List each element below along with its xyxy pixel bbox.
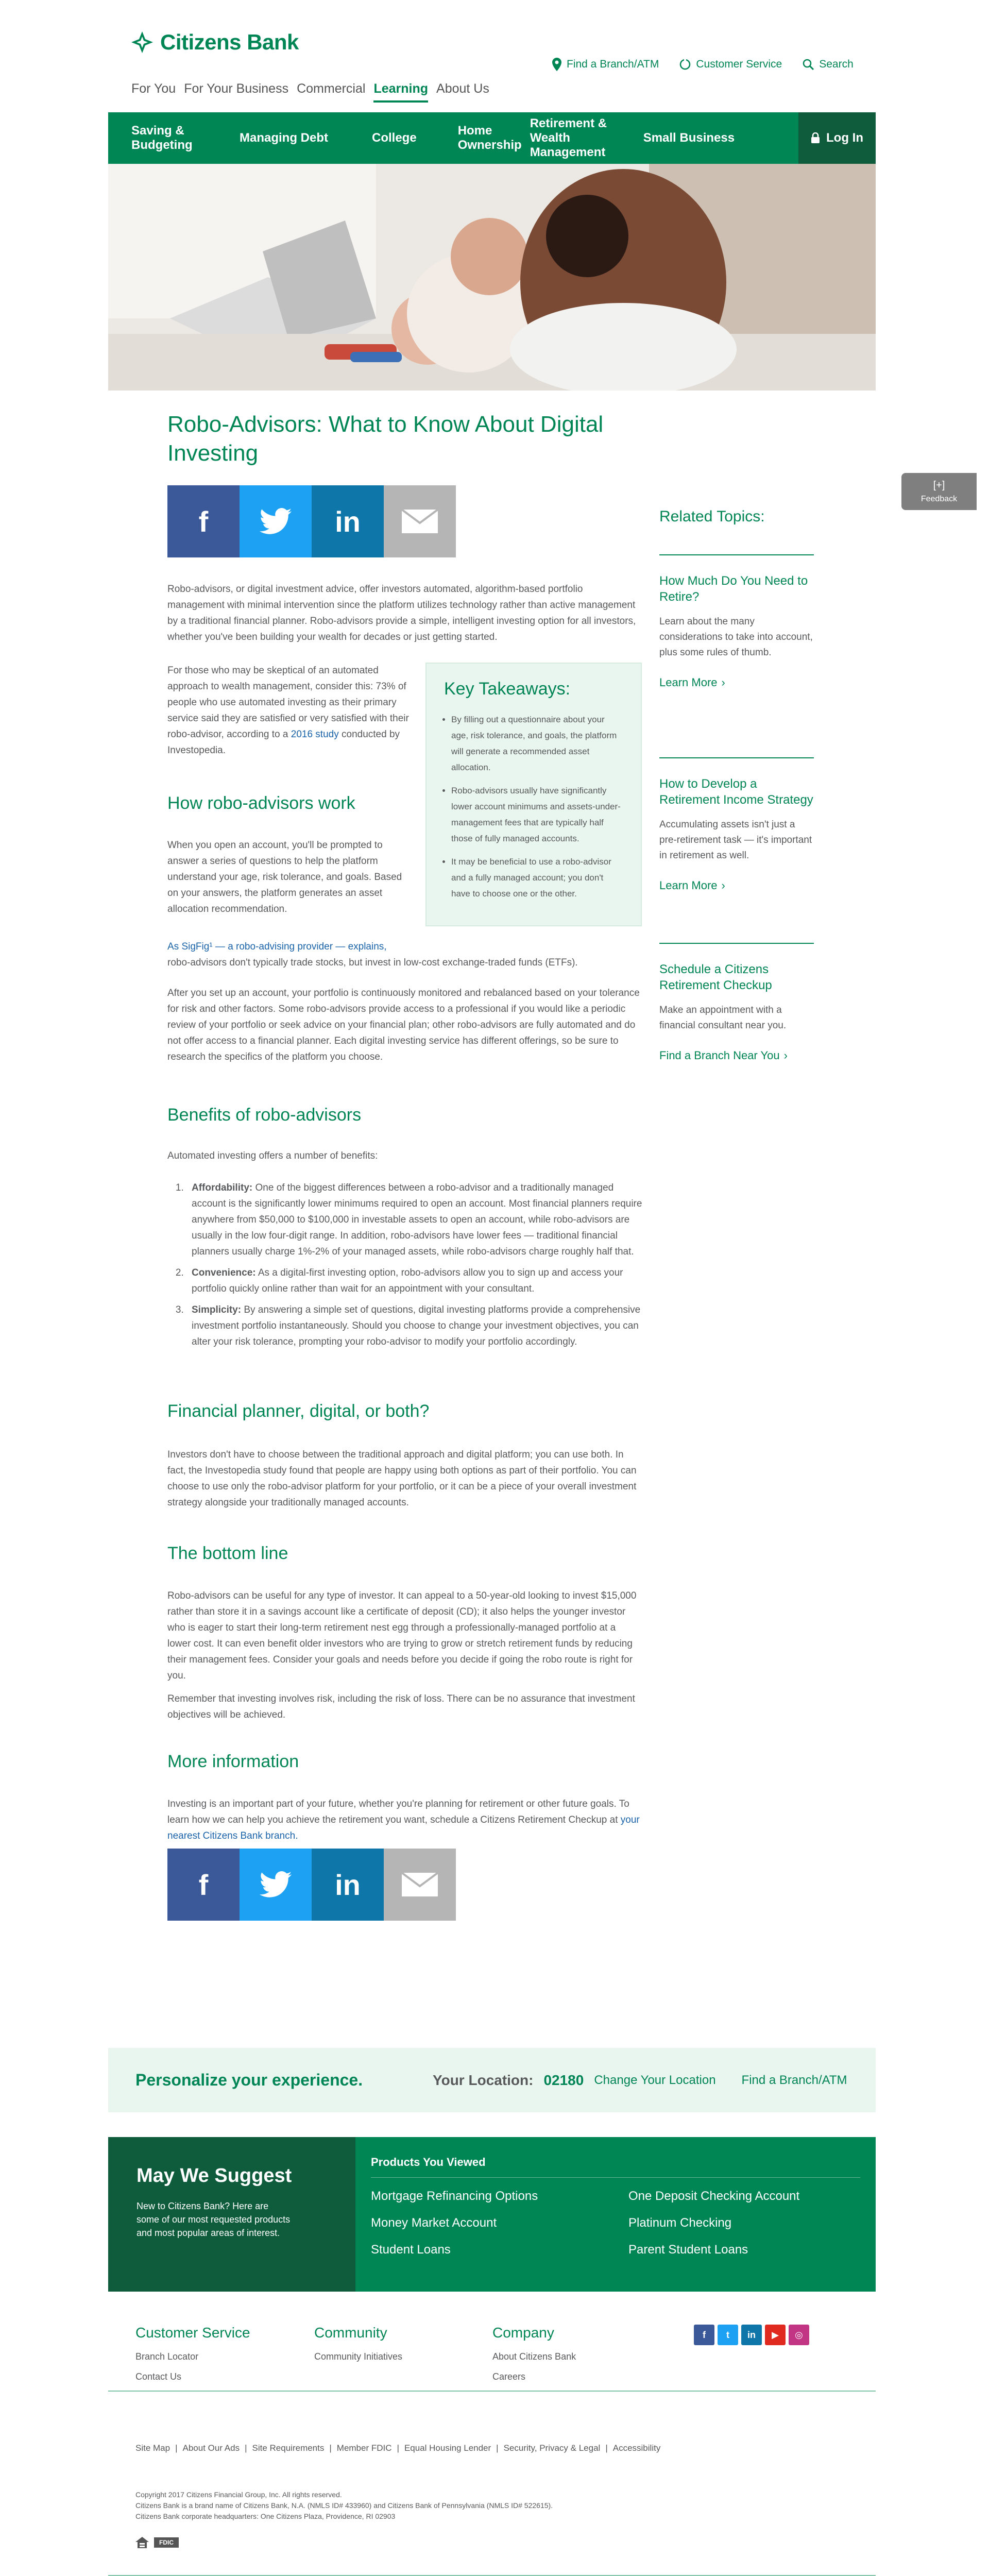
how-paragraph-2: As SigFig¹ — a robo-advising provider — explains, robo-advisors don't typically trade stocks, but invest in low-cost exchange-traded funds (ETFs). — [167, 941, 578, 968]
facebook-icon: f — [198, 1868, 209, 1901]
citizens-logo[interactable] — [131, 30, 299, 55]
how-paragraph-3: After you set up an account, your portfolio is continuously monitored and rebalanced based on your tolerance for risk and other factors. Some robo-advisors provide access to a professional if you would like a periodic review of your portfolio or seek advice on your financial plan; other robo-advisors are fully automated and do not offer access to a financial planner. Each digital investing service has different offerings, so be sure to research the specifics of the platform you choose. — [167, 988, 640, 1062]
learn-more-link[interactable]: Learn More › — [659, 879, 725, 892]
sidebar-divider — [659, 943, 814, 944]
product-link[interactable]: Platinum Checking — [628, 2216, 732, 2230]
linkedin-share-button[interactable] — [312, 1849, 384, 1921]
feedback-icon: [+] — [933, 479, 945, 491]
twitter-share-button[interactable] — [240, 1849, 312, 1921]
email-icon — [402, 1873, 438, 1896]
related-topics-title-wrap — [659, 508, 814, 526]
bottom-line-paragraph-2: Remember that investing involves risk, including the risk of loss. There can be no assurance that investment objectives will be achieved. — [167, 1693, 635, 1720]
takeaways-title: Key Takeaways: — [444, 679, 571, 699]
share-buttons-top — [167, 485, 456, 557]
footer-link[interactable]: Branch Locator — [135, 2351, 199, 2362]
study-link[interactable]: 2016 study — [291, 729, 339, 740]
product-link[interactable]: One Deposit Checking Account — [628, 2189, 800, 2203]
twitter-icon — [259, 508, 292, 535]
benefits-list — [186, 1180, 643, 1355]
equal-housing-icon — [135, 2537, 149, 2548]
chevron-right-icon: › — [721, 676, 725, 689]
legal-link[interactable]: About Our Ads — [182, 2443, 240, 2453]
chevron-right-icon: › — [783, 1049, 788, 1062]
footer-community: Community Community Initiatives — [314, 2325, 403, 2362]
search-icon — [803, 59, 814, 70]
takeaway-item: • It may be beneficial to use a robo-advisor and a fully managed account; you don't have to choose one or the other. — [451, 854, 623, 902]
share-buttons-bottom — [167, 1849, 456, 1921]
related-topic-3 — [659, 961, 814, 1062]
may-we-suggest — [108, 2137, 876, 2292]
related-topic-link[interactable]: Schedule a Citizens Retirement Checkup — [659, 962, 772, 992]
related-topic-link[interactable]: How to Develop a Retirement Income Strategy — [659, 777, 813, 807]
footer-link[interactable]: Contact Us — [135, 2371, 182, 2382]
twitter-icon[interactable]: t — [718, 2325, 738, 2345]
footer-customer-service: Customer Service Branch Locator Contact Us — [135, 2325, 250, 2382]
nav-managing-debt[interactable]: Managing Debt — [240, 131, 328, 145]
footer-link[interactable]: Careers — [492, 2371, 526, 2382]
legal-link[interactable]: Security, Privacy & Legal — [503, 2443, 601, 2453]
suggest-intro — [108, 2137, 355, 2292]
linkedin-share-button[interactable] — [312, 485, 384, 557]
products-viewed — [355, 2137, 871, 2292]
nearest-branch-link[interactable]: your nearest Citizens Bank branch. — [167, 1815, 640, 1841]
find-branch-link[interactable]: Find a Branch/ATM — [552, 58, 659, 71]
bottom-line-paragraph-1: Robo-advisors can be useful for any type of investor. It can appeal to a 50-year-old looking to invest $15,000 rather than store it in a savings account like a certificate of deposit (CD); it also helps the younger investor who is eager to start their long-term retirement nest egg through a professionally-managed portfolio at a lower cost. It can even benefit older investors who are trying to grow or stretch retirement funds by reducing their management fees. Consider your goals and needs before you decide if going the robo route is right for you. — [167, 1590, 637, 1681]
email-share-button[interactable] — [384, 485, 456, 557]
utility-links — [552, 58, 854, 71]
how-heading: How robo-advisors work — [167, 793, 355, 813]
benefits-heading: Benefits of robo-advisors — [167, 1105, 362, 1125]
customer-service-link[interactable]: Customer Service — [679, 58, 782, 71]
intro-paragraph: Robo-advisors, or digital investment advice, offer investors automated, algorithm-based portfolio management with minimal intervention since the platform utilizes technology rather than active management by a traditional financial planner. Robo-advisors provide a simple, intelligent investing option for all investors, whether you've been building your wealth for decades or just getting started. — [167, 584, 636, 642]
satisfaction-paragraph: For those who may be skeptical of an automated approach to wealth management, consider this: 73% of people who use automated investing as their primary service said they are satisfied or very satisfied with their robo-advisor, according to a 2016 study conducted by Investopedia. — [167, 665, 409, 756]
facebook-share-button[interactable] — [167, 1849, 240, 1921]
page-title: Robo-Advisors: What to Know About Digital Investing — [167, 412, 604, 466]
social-icons — [694, 2325, 809, 2345]
related-topic-desc: Learn about the many considerations to take into account, plus some rules of thumb. — [659, 616, 813, 658]
copyright: Copyright 2017 Citizens Financial Group, Inc. All rights reserved. Citizens Bank is a brand name of Citizens Bank, N.A. (NMLS ID# 433960) and Citizens Bank of Pennsylvania (NMLS ID# 522615). Citizens Bank corporate headquarters: One Citizens Plaza, Providence, RI 02903 — [135, 2490, 553, 2520]
takeaway-item: • By filling out a questionnaire about your age, risk tolerance, and goals, the platform will generate a recommended asset allocation. — [451, 711, 623, 775]
nav-saving-budgeting[interactable]: Saving & Budgeting — [131, 124, 193, 152]
login-button[interactable]: Log In — [798, 112, 876, 164]
location-info: Your Location: 02180 Change Your Location Find a Branch/ATM — [433, 2072, 847, 2088]
topnav-business[interactable]: For Your Business — [184, 81, 289, 96]
linkedin-icon: in — [335, 1868, 361, 1901]
related-topic-link[interactable]: How Much Do You Need to Retire? — [659, 574, 808, 604]
related-topic-desc: Accumulating assets isn't just a pre-retirement task — it's important in retirement as well. — [659, 819, 812, 861]
fp-heading: Financial planner, digital, or both? — [167, 1401, 430, 1421]
sigfig-link[interactable]: As SigFig¹ — a robo-advising provider — explains, — [167, 941, 387, 952]
twitter-share-button[interactable] — [240, 485, 312, 557]
footer-divider — [108, 2391, 876, 2392]
footer-link[interactable]: Community Initiatives — [314, 2351, 403, 2362]
related-topic-2 — [659, 776, 814, 892]
benefit-item: 1. Affordability: One of the biggest differences between a robo-advisor and a traditionally managed account is the significantly lower minimums required to open an account. Most financial planners require anywhere from $50,000 to $100,000 in investable assets to open an account, while robo-advisors are usually in the low four-digit range. In addition, robo-advisors have lower fees — traditional financial planners usually charge 1%-2% of your managed assets, while robo-advisors charge roughly half that. — [186, 1180, 643, 1260]
related-topic-desc: Make an appointment with a financial consultant near you. — [659, 1005, 787, 1031]
bottom-line-heading: The bottom line — [167, 1544, 288, 1563]
chevron-right-icon: › — [721, 879, 725, 892]
how-paragraph-1: When you open an account, you'll be prompted to answer a series of questions to help the platform understand your age, risk tolerance, and goals. Based on your answers, the platform generates an asset allocation recommendation. — [167, 840, 402, 914]
footer-company: Company About Citizens Bank Careers — [492, 2325, 576, 2382]
change-location-link[interactable]: Change Your Location — [594, 2073, 716, 2087]
more-info-heading: More information — [167, 1752, 299, 1771]
lock-icon — [811, 132, 820, 144]
legal-link[interactable]: Site Map — [135, 2443, 170, 2453]
product-link[interactable]: Mortgage Refinancing Options — [371, 2189, 538, 2203]
product-link[interactable]: Money Market Account — [371, 2216, 497, 2230]
facebook-share-button[interactable] — [167, 485, 240, 557]
legal-link[interactable]: Accessibility — [612, 2443, 661, 2453]
fp-paragraph: Investors don't have to choose between the traditional approach and digital platform; you can use both. In fact, the Investopedia study found that people are happy using both options as part of their portfolio. You can choose to use only the robo-advisor platform for your portfolio, or it can be a piece of your overall investment strategy alongside your traditionally managed accounts. — [167, 1449, 637, 1508]
personalize-bar — [108, 2048, 876, 2112]
benefit-item: 2. Convenience: As a digital-first investing option, robo-advisors allow you to sign up and access your portfolio quickly online rather than wait for an appointment with your consultant. — [186, 1265, 643, 1297]
hero-image — [108, 164, 876, 391]
topnav-about[interactable]: About Us — [436, 81, 489, 96]
related-topics-title: Related Topics: — [659, 508, 765, 525]
legal-link[interactable]: Site Requirements — [252, 2443, 325, 2453]
feedback-tab-top[interactable]: [+] Feedback — [901, 473, 977, 510]
linkedin-icon[interactable]: in — [741, 2325, 762, 2345]
main-nav — [108, 112, 876, 164]
topnav-learning[interactable]: Learning — [373, 81, 428, 103]
zip-code: 02180 — [543, 2072, 584, 2088]
learn-more-link[interactable]: Learn More › — [659, 676, 725, 689]
legal-link[interactable]: Member FDIC — [336, 2443, 392, 2453]
sidebar-divider — [659, 757, 814, 758]
nav-home-ownership[interactable]: Home Ownership — [457, 124, 522, 152]
hero-photo-illustration — [108, 164, 876, 391]
suggest-desc: New to Citizens Bank? Here are some of our most requested products and most popular areas of interest. — [137, 2201, 291, 2238]
find-branch-near-link[interactable]: Find a Branch Near You › — [659, 1049, 788, 1062]
takeaways-list — [444, 711, 623, 902]
topnav-commercial[interactable]: Commercial — [297, 81, 366, 96]
linkedin-icon: in — [335, 505, 361, 538]
fdic-badges — [135, 2537, 179, 2548]
legal-link[interactable]: Equal Housing Lender — [404, 2443, 491, 2453]
top-nav — [131, 81, 489, 103]
citizens-logo-icon — [131, 31, 153, 53]
facebook-icon: f — [198, 505, 209, 538]
topnav-for-you[interactable]: For You — [131, 81, 176, 96]
footer-link[interactable]: About Citizens Bank — [492, 2351, 576, 2362]
products-viewed-title: Products You Viewed — [371, 2156, 486, 2168]
instagram-icon[interactable]: ◎ — [789, 2325, 809, 2345]
find-branch-atm-link[interactable]: Find a Branch/ATM — [741, 2073, 847, 2087]
nav-retirement-wealth[interactable]: Retirement & Wealth Management — [530, 116, 607, 159]
youtube-icon[interactable]: ▶ — [765, 2325, 786, 2345]
products-grid — [371, 2177, 860, 2257]
legal-links: Site Map | About Our Ads | Site Requirements | Member FDIC | Equal Housing Lender | Security, Privacy & Legal | Accessibility — [135, 2443, 661, 2453]
product-link[interactable]: Parent Student Loans — [628, 2243, 748, 2257]
takeaway-item: • Robo-advisors usually have significantly lower account minimums and assets-under-management fees that are typically half those of fully managed accounts. — [451, 783, 623, 846]
suggest-title: May We Suggest — [137, 2165, 292, 2187]
nav-small-business[interactable]: Small Business — [643, 131, 735, 145]
benefit-item: 3. Simplicity: By answering a simple set of questions, digital investing platforms provide a comprehensive investment portfolio instantaneously. Should you choose to change your investment objectives, you can alter your risk tolerance, prompting your robo-advisor to modify your portfolio accordingly. — [186, 1302, 643, 1350]
nav-college[interactable]: College — [372, 131, 417, 145]
twitter-icon — [259, 1871, 292, 1898]
fdic-badge: FDIC — [154, 2537, 179, 2548]
more-info-paragraph: Investing is an important part of your future, whether you're planning for retirement or other future goals. To learn how we can help you achieve the retirement you want, schedule a Citizens Retirement Checkup at your nearest Citizens Bank branch. — [167, 1799, 640, 1841]
email-icon — [402, 510, 438, 533]
sidebar-divider — [659, 554, 814, 555]
key-takeaways-box — [425, 663, 642, 926]
brand-name: Citizens Bank — [160, 30, 299, 54]
map-pin-icon — [552, 58, 561, 71]
product-link[interactable]: Student Loans — [371, 2243, 451, 2257]
benefits-intro: Automated investing offers a number of benefits: — [167, 1150, 378, 1161]
facebook-icon[interactable]: f — [694, 2325, 714, 2345]
phone-icon — [679, 59, 691, 70]
related-topic-1 — [659, 573, 814, 689]
search-link[interactable]: Search — [803, 58, 854, 71]
personalize-title: Personalize your experience. — [135, 2071, 363, 2089]
email-share-button[interactable] — [384, 1849, 456, 1921]
